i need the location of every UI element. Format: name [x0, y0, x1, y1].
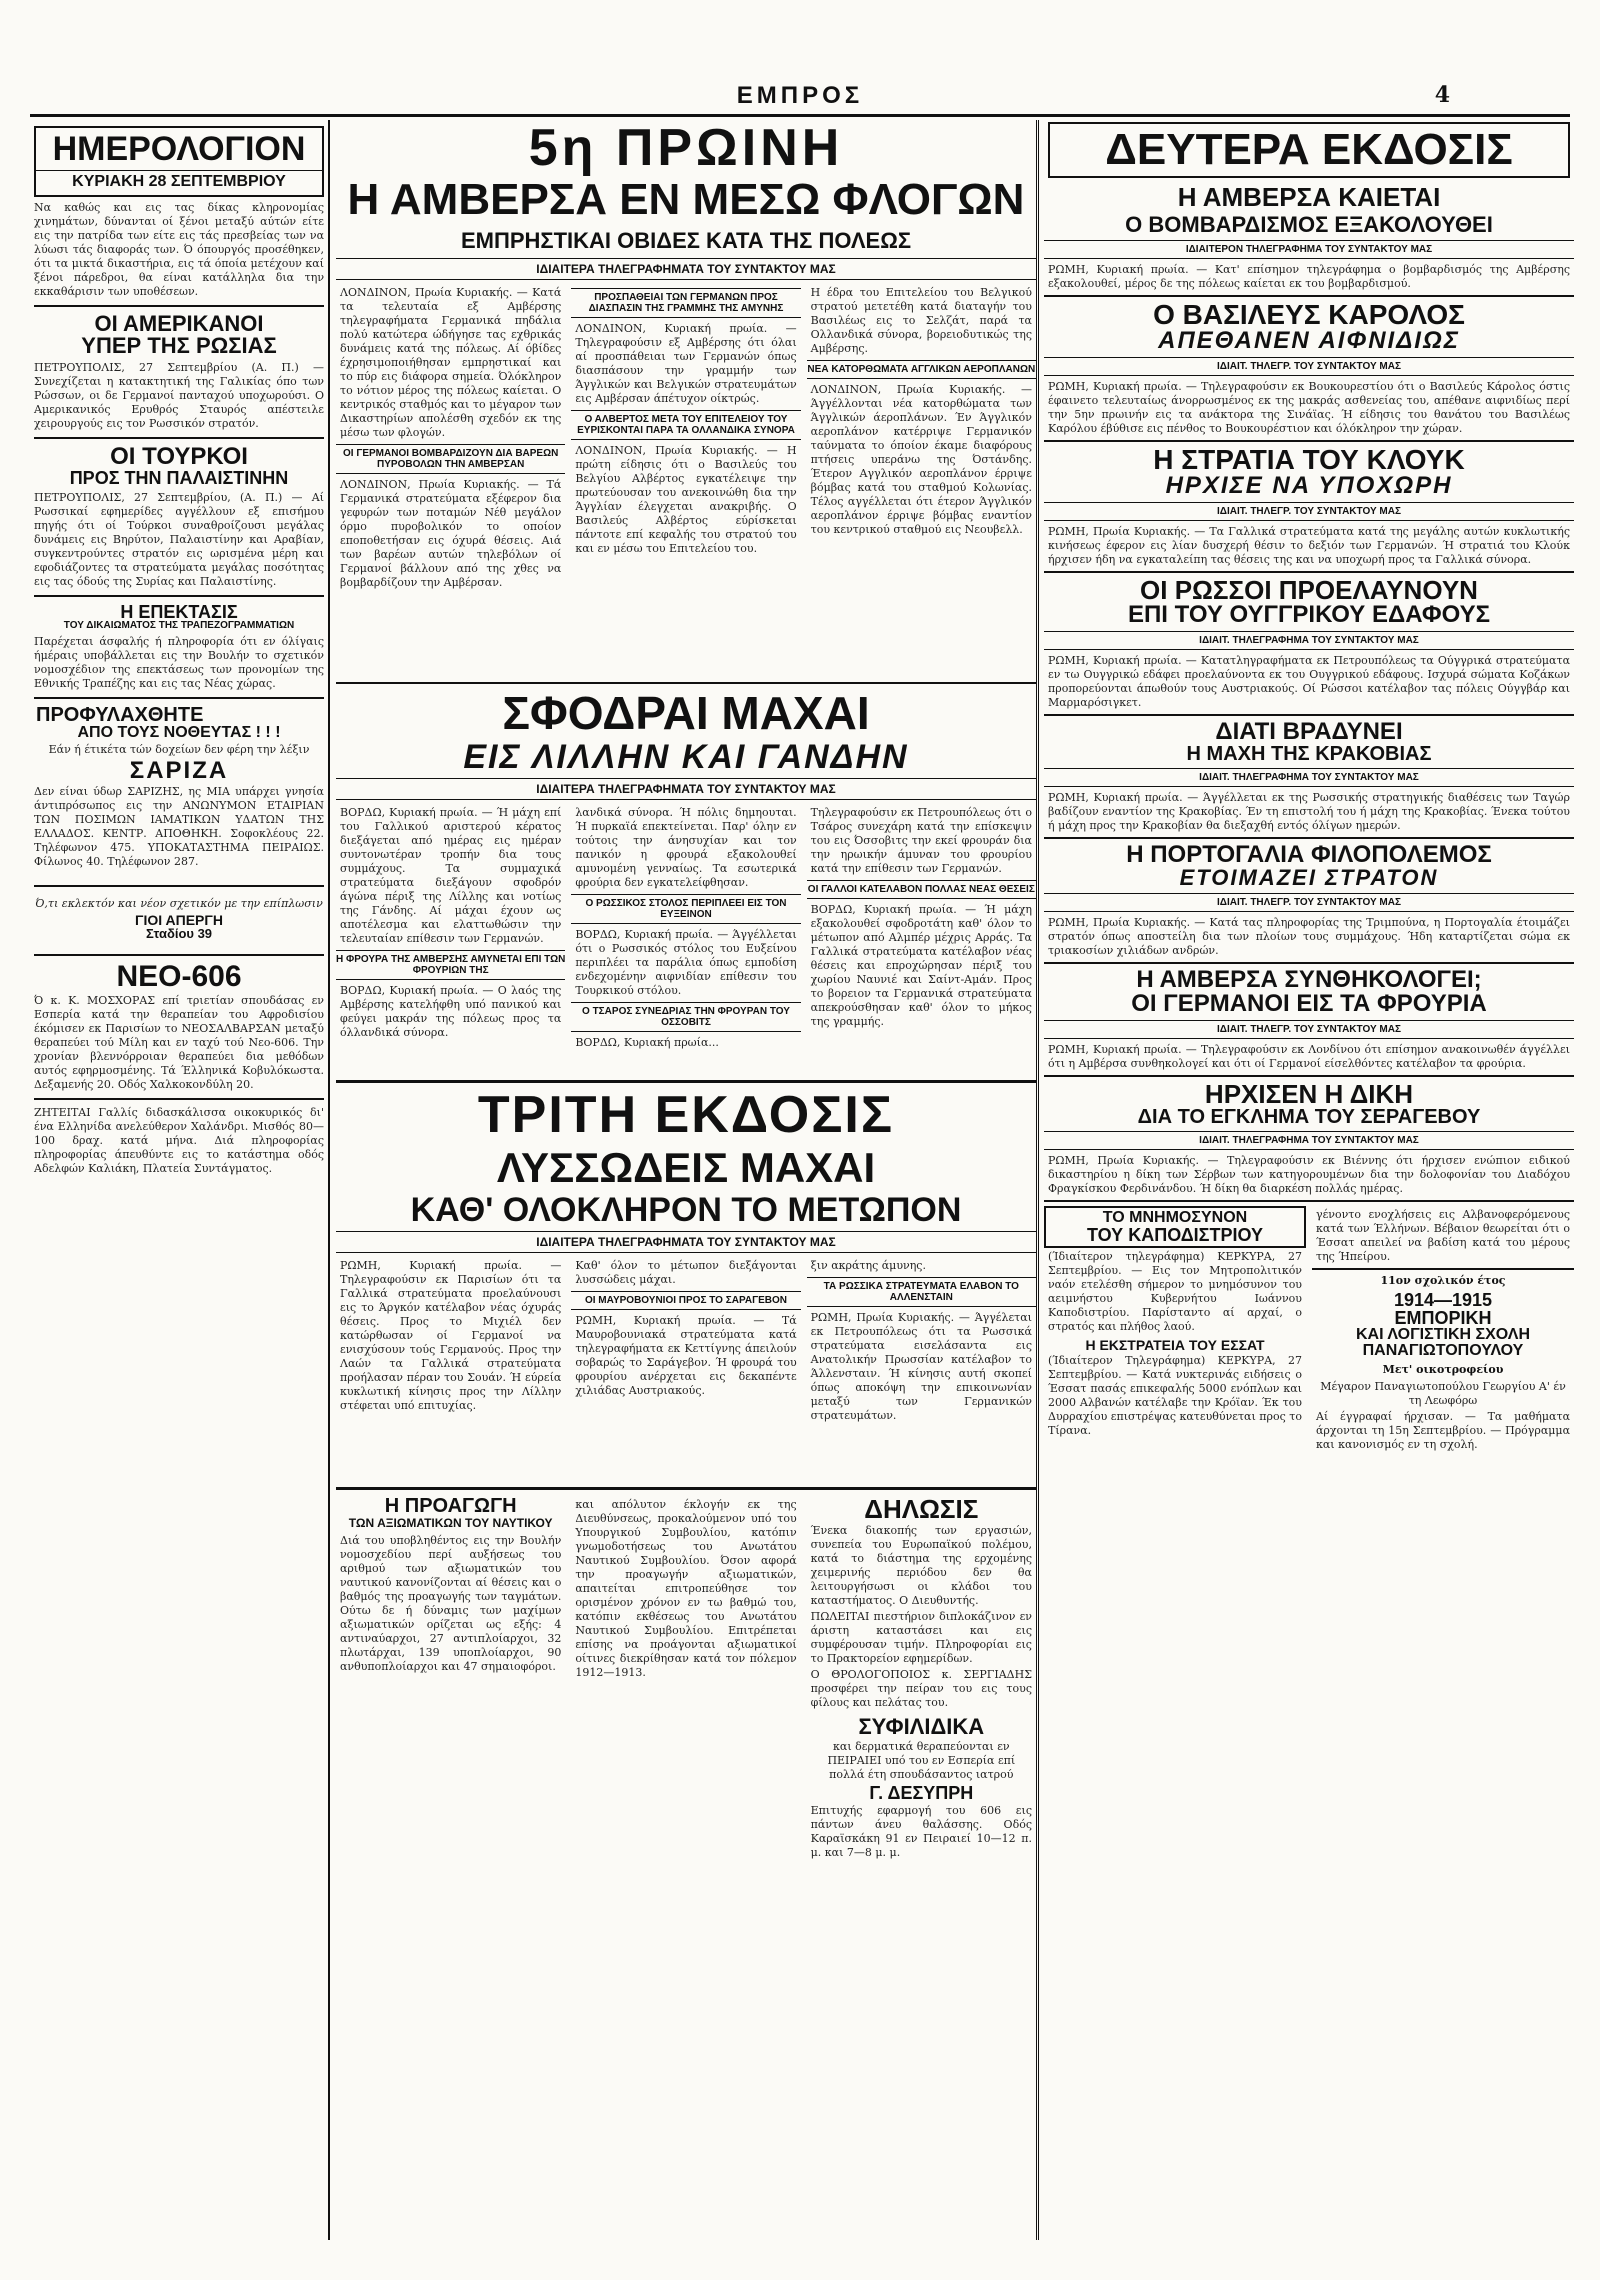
bank-head-a: Η ΕΠΕΚΤΑΣΙΣ [120, 602, 238, 622]
school-name-a: ΕΜΠΟΡΙΚΗ [1394, 1308, 1492, 1328]
third-edition-headline: ΤΡΙΤΗ ΕΚΔΟΣΙΣ [477, 1086, 895, 1144]
battles-subhead: ΕΙΣ ΛΙΛΛΗΝ ΚΑΙ ΓΑΝΔΗΝ [463, 738, 909, 776]
antwerp-col2-text: ΛΟΝΔΙΝΟΝ, Κυριακή πρωία. — Τηλεγραφούσιν εξ Αμβέρσης ότι όλαι αί προσπάθειαι των Γερμανών όπως διασπάσουν την γραμμήν των Άγγλικών και Βελγικών στρατευμάτων εις Αμβέρσαν άπέτυχον οίκτρώς. [575, 322, 797, 405]
ad-sariza-text: Εάν ή έτικέτα τών δοχείων δεν φέρη την λέξιν [48, 743, 310, 756]
krakow-head-a: ΔΙΑΤΙ ΒΡΑΔΥΝΕΙ [1215, 718, 1403, 745]
right-byline-2: ΙΔΙΑΙΤ. ΤΗΛΕΓΡ. ΤΟΥ ΣΥΝΤΑΚΤΟΥ ΜΑΣ [1044, 357, 1574, 376]
third-col2-text2: ΡΩΜΗ, Κυριακή πρωία. — Τά Μαυροβουνιακά στρατεύματα κατά τηλεγραφήματα εκ Κεττίγνης άπειλούν σοβαρώς το Σαράγεβον. Ή φρουρά του φρουρίου ανέρχεται εις δεκαπέντε χιλιάδας Αυστριακούς. [575, 1314, 797, 1397]
antwerp-col-2 [571, 284, 800, 682]
ad-apergi-brand: ΓΙΟΙ ΑΠΕΡΓΗ [135, 912, 223, 928]
russians-text: ΡΩΜΗ, Κυριακή πρωία. — Κατατληγραφήματα εκ Πετρουπόλεως τα Ούγγρικά στρατεύματα εν τω Ουγγρικώ εδάφει προελαύνοντα εκ του Ουγγρικού εδάφους. Ισχυρά σώματα Κοζάκων προπορεύονται άπωθούν τους Αυστριακούς. Οί Ρώσσοι κατέλαβον τας πόλεις Ούγγβάρ και Μαρμαρόσιγκετ. [1048, 654, 1570, 709]
middle-column [336, 120, 1039, 2240]
antwerp-col2-text2: ΛΟΝΔΙΝΟΝ, Πρωία Κυριακής. — Η πρώτη είδησις ότι ο Βασιλεύς του Βελγίου Αλβέρτος εγκατέλειψε την πρωτεύουσαν του ανεκοινώθη δια την Άγγλίαν έλεγχεται ανακριβής. Ο Βασιλεύς Αλβέρτος εύρίσκεται πάντοτε επί κεφαλής του στρατού του και εν μέσω του Επιτελείου του. [575, 444, 797, 555]
king-carol-head-b: ΑΠΕΘΑΝΕΝ ΑΙΦΝΙΔΙΩΣ [1158, 327, 1460, 354]
kluck-head-a: Η ΣΤΡΑΤΙΑ ΤΟΥ ΚΛΟΥΚ [1153, 444, 1465, 475]
portugal-head-b: ΕΤΟΙΜΑΖΕΙ ΣΤΡΑΤΟΝ [1179, 865, 1439, 890]
left-column [30, 120, 330, 2240]
ad-neo606-title: ΝΕΟ-606 [116, 960, 242, 993]
calendar-text: Να καθώς και εις τας δίκας κληρονομίας χινημάτων, δύνανται οί ξένοι μεταξύ αύτών είτε εις την πατρίδα των είτε εις τάς πρεσβείας των να λύωσι τάς διαφοράς των. Ό όπουργός προσέθηκεν, ότι τα μικτά δικαστήρια, εις τά όποία μετέχουν καί ξένοι πάρεδροι, θα είναι κατάλληλα δια την εκκαθάρισιν των υποθέσεων. [34, 201, 324, 298]
bank-text: Παρέχεται άσφαλής ή πληροφορία ότι εν όλίγαις ήμέραις υποβάλλεται εις την Βουλήν το σχετικόν νομοσχέδιον της επεκτάσεως των προνομίων της Εθνικής Τραπέζης και εις τας Νέας χώρας. [34, 635, 324, 690]
battles-col1-head: Η ΦΡΟΥΡΑ ΤΗΣ ΑΜΒΕΡΣΗΣ ΑΜΥΝΕΤΑΙ ΕΠΙ ΤΩΝ ΦΡΟΥΡΙΩΝ ΤΗΣ [336, 950, 565, 980]
ad-apergi-addr: Σταδίου 39 [145, 926, 213, 941]
ad-sariza-brand: ΣΑΡΙΖΑ [129, 757, 229, 784]
right-byline-8: ΙΔΙΑΙΤ. ΤΗΛΕΓΡΑΦΗΜΑ ΤΟΥ ΣΥΝΤΑΚΤΟΥ ΜΑΣ [1044, 1131, 1574, 1150]
antwerp-col1-text: ΛΟΝΔΙΝΟΝ, Πρωία Κυριακής. — Κατά τα τελευταία εξ Αμβέρσης τηλεγραφήματα Γερμανικά πηδάλια πολύ κατώτερα ώδήγησε τας εχθρικάς δυνάμεις κατά της πόλεως. Αί όβίδες έχρησιμοποιήθησαν εμπρηστικαί και το πύρ εις διάφορα σημεία. Όλόκληρον το νότιον μέρος της πόλεως καίεται. Ο κεντρικός σταθμός και το μέγαρον των Δικαστηρίων απολέσθη σχεδόν εκ της μέσω των φλογών. [340, 286, 562, 439]
trial-head-a: ΗΡΧΙΣΕΝ Η ΔΙΚΗ [1204, 1079, 1414, 1109]
trial-text: ΡΩΜΗ, Πρωία Κυριακής. — Τηλεγραφούσιν εκ Βιέννης ότι ήρχισεν ενώπιον ειδικού δικαστηρίου η δίκη των Σέρβων των κατηγορουμένων δια την δολοφονίαν του Διαδόχου Φραγκίσκου Φερδινάνδου. Ή δίκη θα διαρκέση πολλάς ημέρας. [1048, 1154, 1570, 1195]
turks-text: ΠΕΤΡΟΥΠΟΛΙΣ, 27 Σεπτεμβρίου, (Α. Π.) — Αί Ρωσσικαί εφημερίδες αγγέλλουν εξ επισήμου πηγής ότι οί Τούρκοι συναθροίζουσι μεγάλας δυνάμεις εις Βηρύτον, Παλαιστίνην και Αραβίαν, συγκεντρούντες στρατόν εις ωρισμένα μέρη και εφοδιάζοντες τα στρατεύματα μεγάλας ποσότητας εις τας όδούς της Συρίας και Παλαιστίνης. [34, 491, 324, 588]
bottom-columns [336, 1496, 1036, 1946]
king-carol-head-a: Ο ΒΑΣΙΛΕΥΣ ΚΑΡΟΛΟΣ [1153, 299, 1465, 330]
ad-sariza-body: Δεν είναι ύδωρ ΣΑΡΙΖΗΣ, ης ΜΙΑ υπάρχει γνησία άντιπρόσωπος εις την ΑΝΩΝΥΜΟΝ ΕΤΑΙΡΙΑΝ ΤΩΝ ΠΟΣΙΜΩΝ ΙΑΜΑΤΙΚΩΝ ΥΔΑΤΩΝ ΤΗΣ ΕΛΛΑΔΟΣ. ΚΕΝΤΡ. ΑΠΟΘΗΚΗ. Σοφοκλέους 22. Τηλέφωνον 475. ΥΠΟΚΑΤΑΣΤΗΜΑ ΠΕΙΡΑΙΩΣ. Φίλωνος 40. Τηλέφωνον 287. [34, 785, 324, 868]
russians-head-b: ΕΠΙ ΤΟΥ ΟΥΓΓΡΙΚΟΥ ΕΔΑΦΟΥΣ [1127, 601, 1491, 628]
school-name-c: ΠΑΝΑΓΙΩΤΟΠΟΥΛΟΥ [1362, 1342, 1524, 1359]
antwerp-subhead: ΕΜΠΡΗΣΤΙΚΑΙ ΟΒΙΔΕΣ ΚΑΤΑ ΤΗΣ ΠΟΛΕΩΣ [460, 228, 912, 253]
school-name-b: ΚΑΙ ΛΟΓΙΣΤΙΚΗ ΣΧΟΛΗ [1355, 1326, 1531, 1343]
bombardment-head: Ο ΒΟΜΒΑΡΔΙΣΜΟΣ ΕΞΑΚΟΛΟΥΘΕΙ [1125, 212, 1493, 237]
russians-head-a: ΟΙ ΡΩΣΣΟΙ ΠΡΟΕΛΑΥΝΟΥΝ [1140, 575, 1478, 605]
essad-text-cont: γένοντο ενοχλήσεις εις Αλβανοφερόμενους κατά των Έλλήνων. Βέβαιον θεωρείται ότι ο Έσσατ απειλεί να βαδίση κατά του μέρους της Ήπείρου. [1316, 1208, 1570, 1263]
school-year: 1914—1915 [1393, 1290, 1493, 1310]
essad-head: Η ΕΚΣΤΡΑΤΕΙΑ ΤΟΥ ΕΣΣΑΤ [1085, 1337, 1265, 1353]
battles-col-2 [571, 804, 800, 1080]
battles-byline: ΙΔΙΑΙΤΕΡΑ ΤΗΛΕΓΡΑΦΗΜΑΤΑ ΤΟΥ ΣΥΝΤΑΚΤΟΥ ΜΑΣ [336, 778, 1036, 800]
portugal-text: ΡΩΜΗ, Πρωία Κυριακής. — Κατά τας πληροφορίας της Τριμπούνα, η Πορτογαλία έτοιμάζει στρατόν όπως αποστείλη δια των πλοίων τους συμμάχους. Ήδη καταρτίζεται σώμα εκ τριακοσίων χιλιάδων ανδρών. [1048, 916, 1570, 957]
declaration-text: Ένεκα διακοπής των εργασιών, συνεπεία του Ευρωπαϊκού πολέμου, κατά το διάστημα της ερχομένης χειμερινής περιόδου δεν θα λειτουργήσωσι οι κλάδοι του καταστήματος. Ο Διευθυντής. [810, 1524, 1032, 1607]
memorial-head-a: ΤΟ ΜΝΗΜΟΣΥΝΟΝ [1102, 1209, 1248, 1226]
third-edition-columns [336, 1257, 1036, 1487]
trial-head-b: ΔΙΑ ΤΟ ΕΓΚΛΗΜΑ ΤΟΥ ΣΕΡΑΓΕΒΟΥ [1137, 1106, 1481, 1128]
navy-promotion-text: Διά του υποβληθέντος εις την Βουλήν νομοσχεδίου περί αυξήσεως του αριθμού των αξιωματικών του ναυτικού κανονίζονται αί θέσεις και ο βαθμός της προαγωγής των ταγμάτων. Ούτω δε ή δύναμις των μαχίμων αξιωματικών ορίζεται ως εξής: 4 αντιναύαρχοι, 27 αντιπλοίαρχοι, 32 πλωτάρχαι, 139 υποπλοίαρχοι, 90 ανθυποπλοίαρχοι και 47 σημαιοφόροι. [340, 1534, 562, 1673]
memorial-box [1044, 1206, 1306, 1248]
antwerp-byline: ΙΔΙΑΙΤΕΡΑ ΤΗΛΕΓΡΑΦΗΜΑΤΑ ΤΟΥ ΣΥΝΤΑΚΤΟΥ ΜΑΣ [336, 258, 1036, 280]
battles-col2-text3: ΒΟΡΔΩ, Κυριακή πρωία... [575, 1036, 719, 1049]
americans-text: ΠΕΤΡΟΥΠΟΛΙΣ, 27 Σεπτεμβρίου (Α. Π.) — Συνεχίζεται η κατακτητική της Γαλικίας όπο των Ρώσσων, οι δε Γερμανοί πανταχού υποχωρούσι. Ο Αμερικανικός Ερυθρός Σταυρός απέστειλε χειρουργούς εις τον Ρωσσικόν στρατόν. [34, 361, 324, 430]
right-bottom-left [1044, 1206, 1306, 1536]
americans-head-a: ΟΙ ΑΜΕΡΙΚΑΝΟΙ [94, 311, 264, 336]
memorial-head-b: ΤΟΥ ΚΑΠΟΔΙΣΤΡΙΟΥ [1087, 1225, 1263, 1245]
right-byline-1: ΙΔΙΑΙΤΕΡΟΝ ΤΗΛΕΓΡΑΦΗΜΑ ΤΟΥ ΣΥΝΤΑΚΤΟΥ ΜΑΣ [1044, 240, 1574, 259]
antwerp-col-3 [807, 284, 1036, 682]
essad-text: (Ίδιαίτερον Τηλεγράφημα) ΚΕΡΚΥΡΑ, 27 Σεπτεμβρίου. — Κατά νυκτερινάς ειδήσεις ο Έσσατ πασάς επικεφαλής 5000 ενόπλων και 2000 Αλβανών κατέλαβε την Κρόϊαν. Έκ του Δυρραχίου επιστρέψας κατευθύνεται προς το Τίρανα. [1048, 1354, 1302, 1437]
calendar-title: ΗΜΕΡΟΛΟΓΙΟΝ [52, 130, 306, 168]
antwerp-col2-head2: Ο ΑΛΒΕΡΤΟΣ ΜΕΤΑ ΤΟΥ ΕΠΙΤΕΛΕΙΟΥ ΤΟΥ ΕΥΡΙΣΚΟΝΤΑΙ ΠΑΡΑ ΤΑ ΟΛΛΑΝΔΙΚΑ ΣΥΝΟΡΑ [571, 410, 800, 440]
school-year-label: 11ον σχολικόν έτος [1380, 1274, 1506, 1287]
school-boarding: Μετ' οικοτροφείου [1382, 1363, 1504, 1376]
antwerp-col1-head: ΟΙ ΓΕΡΜΑΝΟΙ ΒΟΜΒΑΡΔΙΖΟΥΝ ΔΙΑ ΒΑΡΕΩΝ ΠΥΡΟΒΟΛΩΝ ΤΗΝ ΑΜΒΕΡΣΑΝ [336, 444, 565, 474]
school-address: Μέγαρον Παναγιωτοπούλου Γεωργίου Α' έν τη Λεωφόρω [1320, 1380, 1566, 1407]
antwerp-burning-head: Η ΑΜΒΕΡΣΑ ΚΑΙΕΤΑΙ [1177, 182, 1441, 212]
battles-col3-text: Τηλεγραφούσιν εκ Πετρουπόλεως ότι ο Τσάρος συνεχάρη κατά την επίσκεψιν του εις Όσσοβιτς την εκεί φρουράν δια την ηρωικήν άμυναν του φρουρίου κατά την επίθεσιν των Γερμανών. [810, 806, 1032, 875]
king-carol-text: ΡΩΜΗ, Κυριακή πρωία. — Τηλεγραφούσιν εκ Βουκουρεστίου ότι ο Βασιλεύς Κάρολος όστις έφαινετο τελευταίως άνορρωσμένος εκ της μακράς ασθενείας του, απέθανε αιφνιδίως περί την 5ην πρωινήν εις τα ανάκτορα της Σινάϊας. Ή είδησις του θανάτου του Βασιλέως Καρόλου έβύθισε εις πένθος το Βουκουρέστιον και όλόκληρον την χώραν. [1048, 380, 1570, 435]
masthead-title: ΕΜΠΡΟΣ [736, 82, 864, 109]
battles-col2-head: Ο ΡΩΣΣΙΚΟΣ ΣΤΟΛΟΣ ΠΕΡΙΠΛΕΕΙ ΕΙΣ ΤΟΝ ΕΥΞΕΙΝΟΝ [571, 894, 800, 924]
krakow-head-b: Η ΜΑΧΗ ΤΗΣ ΚΡΑΚΟΒΙΑΣ [1186, 743, 1432, 765]
page-number: 4 [1434, 82, 1450, 108]
third-col3-text2: ΡΩΜΗ, Πρωία Κυριακής. — Άγγέλεται εκ Πετρουπόλεως ότι τα Ρωσσικά στρατεύματα εισελάσαντα εις Ανατολικήν Πρωσσίαν κατέλαβον το Άλλενσταιν. Ή κίνησις αυτή σκοπεί όπως αποκόψη την επικοινωνίαν μεταξύ των Γερμανικών στρατευμάτων. [810, 1311, 1032, 1422]
navy-promotion-col [336, 1496, 565, 1946]
ad-sariza-sub: ΑΠΟ ΤΟΥΣ ΝΟΘΕΥΤΑΣ ! ! ! [77, 724, 281, 741]
third-col3-head: ΤΑ ΡΩΣΣΙΚΑ ΣΤΡΑΤΕΥΜΑΤΑ ΕΛΑΒΟΝ ΤΟ ΑΛΛΕΝΣΤΑΙΝ [807, 1277, 1036, 1307]
antwerp-col3-text2: ΛΟΝΔΙΝΟΝ, Πρωία Κυριακής. — Άγγέλλονται νέα κατορθώματα των Άγγλικών άεροπλάνων. Έν Άγγλικόν αεροπλάνον κατέρριψε Γερμανικόν ταύνματα το όποίον έκαμε διαφόρους πτήσεις υπεράνω της Όστάνδης. Έτερον Αγγλικόν αεροπλάνον έρριψε βόμβας κατά του σταθμού Κολωνίας. Τέλος αγγέλλεται ότι έτερον Άγγλικόν αεροπλάνον έρριψε βόμβας εναντίον του κεντρικού σταθμού εις Νεουβελλ. [810, 383, 1032, 536]
antwerp-surrender-head-b: ΟΙ ΓΕΡΜΑΝΟΙ ΕΙΣ ΤΑ ΦΡΟΥΡΙΑ [1131, 990, 1487, 1017]
third-edition-sub2: ΚΑΘ' ΟΛΟΚΛΗΡΟΝ ΤΟ ΜΕΤΩΠΟΝ [410, 1191, 962, 1229]
krakow-text: ΡΩΜΗ, Κυριακή πρωία. — Άγγέλλεται εκ της Ρωσσικής στρατηγικής διαθέσεις των Ταγώρ βαδίζουν εναντίον της Κρακοβίας. Έν τη επιστολή του ή μάχη της Κρακοβίας. Ένεκα τούτου ή μάχη προς την Κρακοβίαν θα διεξαχθή εντός όλίγων ημερών. [1048, 791, 1570, 832]
second-edition-box [1048, 122, 1570, 178]
declaration-head: ΔΗΛΩΣΙΣ [864, 1496, 979, 1524]
calendar-date: ΚΥΡΙΑΚΗ 28 ΣΕΠΤΕΜΒΡΙΟΥ [36, 170, 322, 195]
memorial-text: (Ίδιαίτερον τηλεγράφημα) ΚΕΡΚΥΡΑ, 27 Σεπτεμβρίου. — Εις τον Μητροπολιτικόν ναόν ετελέσθη σήμερον το μνημόσυνον του αειμνήστου Κυβερνήτου Ιωάννου Καποδιστρίου. Παρίσταντο αί αρχαί, ο στρατός και πλήθος λαού. [1048, 1250, 1302, 1333]
ad-neo606-text: Ό κ. Κ. ΜΟΣΧΟΡΑΣ επί τριετίαν σπουδάσας εν Εσπερία κατά την θεραπείαν του Αφροδισίου έκόμισεν εκ Παρισίων το ΝΕΟΣΑΛΒΑΡΣΑΝ μεταξύ θεραπεύει τού Μίλη και εν ταχύ τού Νεο-606. Την χρονίαν βλεννόρροιαν θεραπεύει δια μεθόδων αυτός εφηρμοσμένης. Τά Έλληνικά Κοβυλόκωστα. Δεξαμενής 20. Οδός Χαλκοκονδύλη 20. [34, 994, 324, 1091]
navy-promotion-sub: ΤΩΝ ΑΞΙΩΜΑΤΙΚΩΝ ΤΟΥ ΝΑΥΤΙΚΟΥ [348, 1516, 553, 1530]
third-col-3 [807, 1257, 1036, 1487]
turks-head-a: ΟΙ ΤΟΥΡΚΟΙ [110, 443, 248, 470]
third-col2-head: ΟΙ ΜΑΥΡΟΒΟΥΝΙΟΙ ΠΡΟΣ ΤΟ ΣΑΡΑΓΕΒΟΝ [571, 1291, 800, 1310]
battles-col-1 [336, 804, 565, 1080]
bank-head-b: ΤΟΥ ΔΙΚΑΙΩΜΑΤΟΣ ΤΗΣ ΤΡΑΠΕΖΟΓΡΑΜΜΑΤΙΩΝ [63, 620, 295, 631]
morning-edition-label: 5η ΠΡΩΙΝΗ [528, 120, 844, 177]
ad-apergi-text: Ό,τι εκλεκτόν και νέον σχετικόν με την επίπλωσιν [35, 897, 323, 910]
calendar-box [34, 126, 324, 197]
battles-col3-text2: ΒΟΡΔΩ, Κυριακή πρωία. — Ή μάχη εξακολουθεί σφοδροτάτη καθ' όλον το μέτωπον από Αλμπέρ μέχρις Αρράς. Τα Γαλλικά στρατεύματα κατέλαβον νέας θέσεις και επροχώρησαν πέριξ του χωρίου Ναυνιέ και Σαίντ-Αμάν. Προς το βορειον τα Γερμανικά στρατεύματα απεκρούσθησαν καθ' όλον το μήκος της γραμμής. [810, 903, 1032, 1028]
right-bottom-right [1312, 1206, 1574, 1536]
masthead [30, 80, 1570, 117]
right-byline-6: ΙΔΙΑΙΤ. ΤΗΛΕΓΡ. ΤΟΥ ΣΥΝΤΑΚΤΟΥ ΜΑΣ [1044, 893, 1574, 912]
second-edition-headline: ΔΕΥΤΕΡΑ ΕΚΔΟΣΙΣ [1105, 125, 1513, 174]
battles-col1-text2: ΒΟΡΔΩ, Κυριακή πρωία. — Ο λαός της Αμβέρσης κατελήφθη υπό πανικού και φεύγει μακράν της πόλεως προς τα όλλανδικά σύνορα. [340, 984, 562, 1039]
third-edition-sub1: ΛΥΣΣΩΔΕΙΣ ΜΑΧΑΙ [496, 1144, 876, 1191]
third-col2-text: Καθ' όλον το μέτωπον διεξάγονται λυσσώδεις μάχαι. [575, 1259, 797, 1286]
antwerp-columns [336, 284, 1036, 682]
bombardment-text: ΡΩΜΗ, Κυριακή πρωία. — Κατ' επίσημον τηλεγράφημα ο βομβαρδισμός της Αμβέρσης εξακολουθεί, μέρος δε της πόλεως καίεται εκ του βομβαρδισμού. [1048, 263, 1570, 290]
doctor-name: Γ. ΔΕΣΥΠΡΗ [869, 1783, 974, 1803]
kluck-head-b: ΗΡΧΙΣΕ ΝΑ ΥΠΟΧΩΡΗ [1165, 472, 1453, 499]
antwerp-col1-text2: ΛΟΝΔΙΝΟΝ, Πρωία Κυριακής. — Τά Γερμανικά στρατεύματα εξέφερον δια γεφυρών των ποταμών Νέθ μεγάλον όρμο πυροβολικόν το οποίον εποποθετήσαν εις όχυρά θέσεις. Αιά των βαρέων αυτών τηλεβόλων οί Γερμανοί βάλλουν από της χθες να βομβαρδίζουν την Αμβέρσαν. [340, 478, 562, 589]
ad-sariza-title: ΠΡΟΦΥΛΑΧΘΗΤΕ [36, 704, 204, 726]
third-col3-text: ξιν ακράτης άμυνης. [810, 1259, 926, 1272]
watchmaker-text: Ο ΘΡΟΛΟΓΟΠΟΙΟΣ κ. ΣΕΡΓΙΑΔΗΣ προσφέρει την πείραν του εις τους φίλους και πελάτας του. [810, 1668, 1032, 1709]
battles-headline: ΣΦΟΔΡΑΙ ΜΑΧΑΙ [502, 687, 870, 739]
syphilis-text: και δερματικά θεραπεύονται εν ΠΕΙΡΑΙΕΙ υπό του εν Εσπερία επί πολλά έτη σπουδάσαντος ιατρού [827, 1740, 1016, 1781]
navy-continued-text: και απόλυτον έκλογήν εκ της Διευθύνσεως, προκαλούμενον υπό του Υπουργικού Συμβουλίου, κατόπιν γνωμοδοτήσεως του Ανωτάτου Ναυτικού Συμβουλίου. Όσον αφορά την προαγωγήν αξιωματικών, απαιτείται επιτροπεύθησε τον ορισμένον χρόνον εν τω βαθμώ του, κατόπιν εκθέσεως του Ανωτάτου Ναυτικού Συμβουλίου. Επιτρέπεται επίσης να προάγονται αξιωματικοί οίτινες διεκρίθησαν κατά τον πόλεμον 1912—1913. [575, 1498, 797, 1679]
right-byline-4: ΙΔΙΑΙΤ. ΤΗΛΕΓΡΑΦΗΜΑ ΤΟΥ ΣΥΝΤΑΚΤΟΥ ΜΑΣ [1044, 631, 1574, 650]
kluck-text: ΡΩΜΗ, Πρωία Κυριακής. — Τα Γαλλικά στρατεύματα κατά της μεγάλης αυτών κυκλωτικής κινήσεως έφερον εις λίαν δυσχερή θέσιν το δεξιόν των Γερμανών. Ή στρατιά του Κλούκ ήρχισεν ήδη να εγκαταλείπη τας θέσεις της και να υποχωρή προς τα Γαλλικά σύνορα. [1048, 525, 1570, 566]
battles-col-3 [807, 804, 1036, 1080]
antwerp-headline: Η ΑΜΒΕΡΣΑ ΕΝ ΜΕΣΩ ΦΛΟΓΩΝ [347, 175, 1025, 224]
battles-columns [336, 804, 1036, 1080]
ad-wanted-text: ΖΗΤΕΙΤΑΙ Γαλλίς διδασκάλισσα οικοκυρικός δι' ένα Ελληνίδα ανελεύθερον Χαλάνδρι. Μισθός 80—100 δραχ. κατά μήνα. Διά πληροφορίας πληροφορίας άπευθύντε εις το κατάστημα οδός Αδελφών Καλιάκη, Πλατεία Συντάγματος. [34, 1106, 324, 1175]
right-byline-5: ΙΔΙΑΙΤ. ΤΗΛΕΓΡΑΦΗΜΑ ΤΟΥ ΣΥΝΤΑΚΤΟΥ ΜΑΣ [1044, 768, 1574, 787]
battles-col3-head: ΟΙ ΓΑΛΛΟΙ ΚΑΤΕΛΑΒΟΝ ΠΟΛΛΑΣ ΝΕΑΣ ΘΕΣΕΙΣ [807, 880, 1036, 899]
right-byline-3: ΙΔΙΑΙΤ. ΤΗΛΕΓΡ. ΤΟΥ ΣΥΝΤΑΚΤΟΥ ΜΑΣ [1044, 502, 1574, 521]
third-col-2 [571, 1257, 800, 1487]
antwerp-col-1 [336, 284, 565, 682]
right-byline-7: ΙΔΙΑΙΤ. ΤΗΛΕΓΡ. ΤΟΥ ΣΥΝΤΑΚΤΟΥ ΜΑΣ [1044, 1020, 1574, 1039]
antwerp-col2-head: ΠΡΟΣΠΑΘΕΙΑΙ ΤΩΝ ΓΕΡΜΑΝΩΝ ΠΡΟΣ ΔΙΑΣΠΑΣΙΝ ΤΗΣ ΓΡΑΜΜΗΣ ΤΗΣ ΑΜΥΝΗΣ [571, 288, 800, 318]
antwerp-surrender-text: ΡΩΜΗ, Κυριακή πρωία. — Τηλεγραφούσιν εκ Λονδίνου ότι επίσημον ανακοινωθέν άγγέλλει ότι η Αμβέρσα συνθηκολογεί και ότι οί Γερμανοί είσελθόντες κατέλαβον τα φρούρια. [1048, 1043, 1570, 1070]
battles-col2-head2: Ο ΤΣΑΡΟΣ ΣΥΝΕΔΡΙΑΣ ΤΗΝ ΦΡΟΥΡΑΝ ΤΟΥ ΟΣΣΟΒΙΤΣ [571, 1002, 800, 1032]
navy-continued-col [571, 1496, 800, 1946]
third-col-1 [336, 1257, 565, 1487]
battles-col2-text2: ΒΟΡΔΩ, Κυριακή πρωία. — Άγγέλλεται ότι ο Ρωσσικός στόλος του Ευξείνου περιπλέει τα παράλια όπως εμποδίση ενδεχομένην αιφνιδίαν επίθεσιν του Τουρκικού στόλου. [575, 928, 797, 997]
antwerp-col3-text: Η έδρα του Επιτελείου του Βελγικού στρατού μετετέθη κατά διαταγήν του Βασιλέως εις το Σελζάτ, παρά τα Ολλανδικά σύνορα, βορειοδυτικώς της Αμβέρσης. [810, 286, 1032, 355]
americans-head-b: ΥΠΕΡ ΤΗΣ ΡΩΣΙΑΣ [81, 333, 277, 358]
battles-col1-text: ΒΟΡΔΩ, Κυριακή πρωία. — Ή μάχη επί του Γαλλικού αριστερού κέρατος διεξάγεται από ημέρας εις ημέραν συντονωτέραν τροπήν δια τους συμμάχους. Τα συμμαχικά στρατεύματα διεξάγουν σφοδρόν άγώνα πέριξ της Λίλλης και νοτίως της Γάνδης. Αί μάχαι έχουν ως αποτέλεσμα και ελαττωθώσιν την τελευταίαν επίθεσιν των Γερμανών. [340, 806, 562, 945]
right-column [1044, 120, 1574, 2240]
third-edition-byline: ΙΔΙΑΙΤΕΡΑ ΤΗΛΕΓΡΑΦΗΜΑΤΑ ΤΟΥ ΣΥΝΤΑΚΤΟΥ ΜΑΣ [336, 1231, 1036, 1253]
antwerp-col3-head: ΝΕΑ ΚΑΤΟΡΘΩΜΑΤΑ ΑΓΓΛΙΚΩΝ ΑΕΡΟΠΛΑΝΩΝ [807, 360, 1036, 379]
notices-col [807, 1496, 1036, 1946]
school-info: Αί έγγραφαί ήρχισαν. — Τα μαθήματα άρχονται τη 15η Σεπτεμβρίου. — Πρόγραμμα και κανονισμός εν τη σχολή. [1316, 1410, 1570, 1451]
press-sale-text: ΠΩΛΕΙΤΑΙ πιεστήριον διπλοκάζινον εν άριστη καταστάσει και εις συμφέρουσαν τιμήν. Πληροφορίαι εις το Πρακτορείον εφημερίδων. [810, 1610, 1032, 1665]
right-bottom-columns [1044, 1206, 1574, 1536]
syphilis-head: ΣΥΦΙΛΙΔΙΚΑ [858, 1714, 985, 1739]
portugal-head-a: Η ΠΟΡΤΟΓΑΛΙΑ ΦΙΛΟΠΟΛΕΜΟΣ [1126, 841, 1492, 868]
battles-col2-text: λανδικά σύνορα. Ή πόλις δημηουται. Ή πυρκαϊά επεκτείνεται. Παρ' όλην εν τούτοις την άνησυχίαν και τον πανικόν η φρουρά εξακολουθεί αμυνομένη γενναίως. Τα εσωτερικά φρούρια δεν εγκατελείφθησαν. [575, 806, 797, 889]
syphilis-text2: Επιτυχής εφαρμογή του 606 εις πάντων άνευ θαλάσσης. Οδός Καραϊσκάκη 91 εν Πειραιεί 10—12 π. μ. και 7—8 μ. μ. [810, 1804, 1032, 1859]
third-col1-text: ΡΩΜΗ, Κυριακή πρωία. — Τηλεγραφούσιν εκ Παρισίων ότι τα Γαλλικά στρατεύματα προελαύνουσι εις το Άργκόν κατέλαβον νέας όχυράς θέσεις. Προς το Μιχιέλ δεν κατώρθωσαν οί Γερμανοί να ενισχύσουν τούς Γερμανούς. Προς την Λαών τα Γαλλικά στρατεύματα προήλασαν πέραν του Σουάν. Ή εύρεία κυκλωτική κίνησις προς την Λίλλην στέφεται υπό επιτυχίας. [340, 1259, 562, 1412]
antwerp-surrender-head-a: Η ΑΜΒΕΡΣΑ ΣΥΝΘΗΚΟΛΟΓΕΙ; [1136, 966, 1482, 993]
navy-promotion-head: Η ΠΡΟΑΓΩΓΗ [384, 1496, 517, 1517]
turks-head-b: ΠΡΟΣ ΤΗΝ ΠΑΛΑΙΣΤΙΝΗΝ [69, 468, 289, 488]
